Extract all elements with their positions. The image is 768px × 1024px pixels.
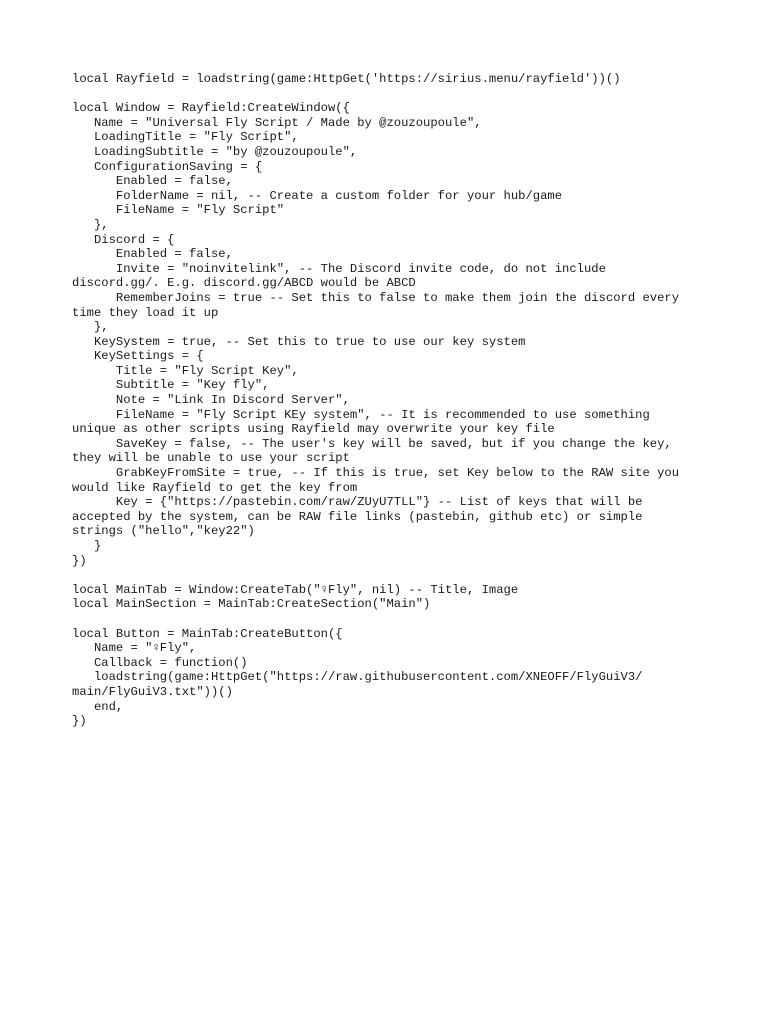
code-line: }) [72,714,87,729]
code-line: FileName = "Fly Script KEy system", -- It is recommended to use something [72,407,650,422]
code-line [72,568,712,583]
code-line: SaveKey = false, -- The user's key will be saved, but if you change the key, [72,436,672,451]
code-line: end, [72,699,124,714]
code-line: strings ("hello","key22") [72,524,255,539]
code-line: ConfigurationSaving = { [72,159,263,174]
code-line: } [72,539,102,553]
code-line: KeySettings = { [72,349,204,364]
code-line: main/FlyGuiV3.txt"))() [72,684,233,699]
code-line: RememberJoins = true -- Set this to false to make them join the discord every [72,290,680,305]
code-line: Note = "Link In Discord Server", [72,393,350,408]
code-line: FileName = "Fly Script" [72,203,285,218]
code-line: }, [72,320,109,335]
code-line: local MainSection = MainTab:CreateSection("Main") [72,597,431,612]
code-line: Invite = "noinvitelink", -- The Discord invite code, do not include [72,261,606,276]
code-line: would like Rayfield to get the key from [72,480,358,495]
code-line: Enabled = false, [72,174,233,189]
code-line: Title = "Fly Script Key", [72,363,299,378]
code-line: time they load it up [72,305,219,320]
code-line: GrabKeyFromSite = true, -- If this is true, set Key below to the RAW site you [72,466,680,481]
code-line: LoadingTitle = "Fly Script", [72,130,299,145]
code-line: Subtitle = "Key fly", [72,378,270,393]
code-line: discord.gg/. E.g. discord.gg/ABCD would be ABCD [72,276,416,291]
code-line: Name = "Universal Fly Script / Made by @zouzoupoule", [72,115,482,130]
code-line: Key = {"https://pastebin.com/raw/ZUyU7TLL"} -- List of keys that will be [72,495,643,510]
code-line: local MainTab = Window:CreateTab("♀Fly", nil) -- Title, Image [72,582,519,597]
code-line: Enabled = false, [72,247,233,262]
code-line: loadstring(game:HttpGet("https://raw.githubusercontent.com/XNEOFF/FlyGuiV3/ [72,670,643,685]
code-line: local Rayfield = loadstring(game:HttpGet('https://sirius.menu/rayfield'))() [72,72,621,86]
code-line: Discord = { [72,232,175,247]
code-block [72,72,712,729]
code-line: they will be unable to use your script [72,451,350,466]
code-line: accepted by the system, can be RAW file links (pastebin, github etc) or simple [72,509,643,524]
code-line: }) [72,553,87,568]
code-line: }, [72,217,109,232]
code-line: unique as other scripts using Rayfield may overwrite your key file [72,422,555,437]
code-line: local Window = Rayfield:CreateWindow({ [72,101,350,116]
code-line [72,87,712,102]
code-line: Name = "♀Fly", [72,641,197,656]
code-line: Callback = function() [72,655,248,670]
code-line: LoadingSubtitle = "by @zouzoupoule", [72,144,358,159]
code-line: local Button = MainTab:CreateButton({ [72,626,343,641]
code-line: KeySystem = true, -- Set this to true to use our key system [72,334,526,349]
code-line [72,612,712,627]
code-line: FolderName = nil, -- Create a custom folder for your hub/game [72,188,563,203]
